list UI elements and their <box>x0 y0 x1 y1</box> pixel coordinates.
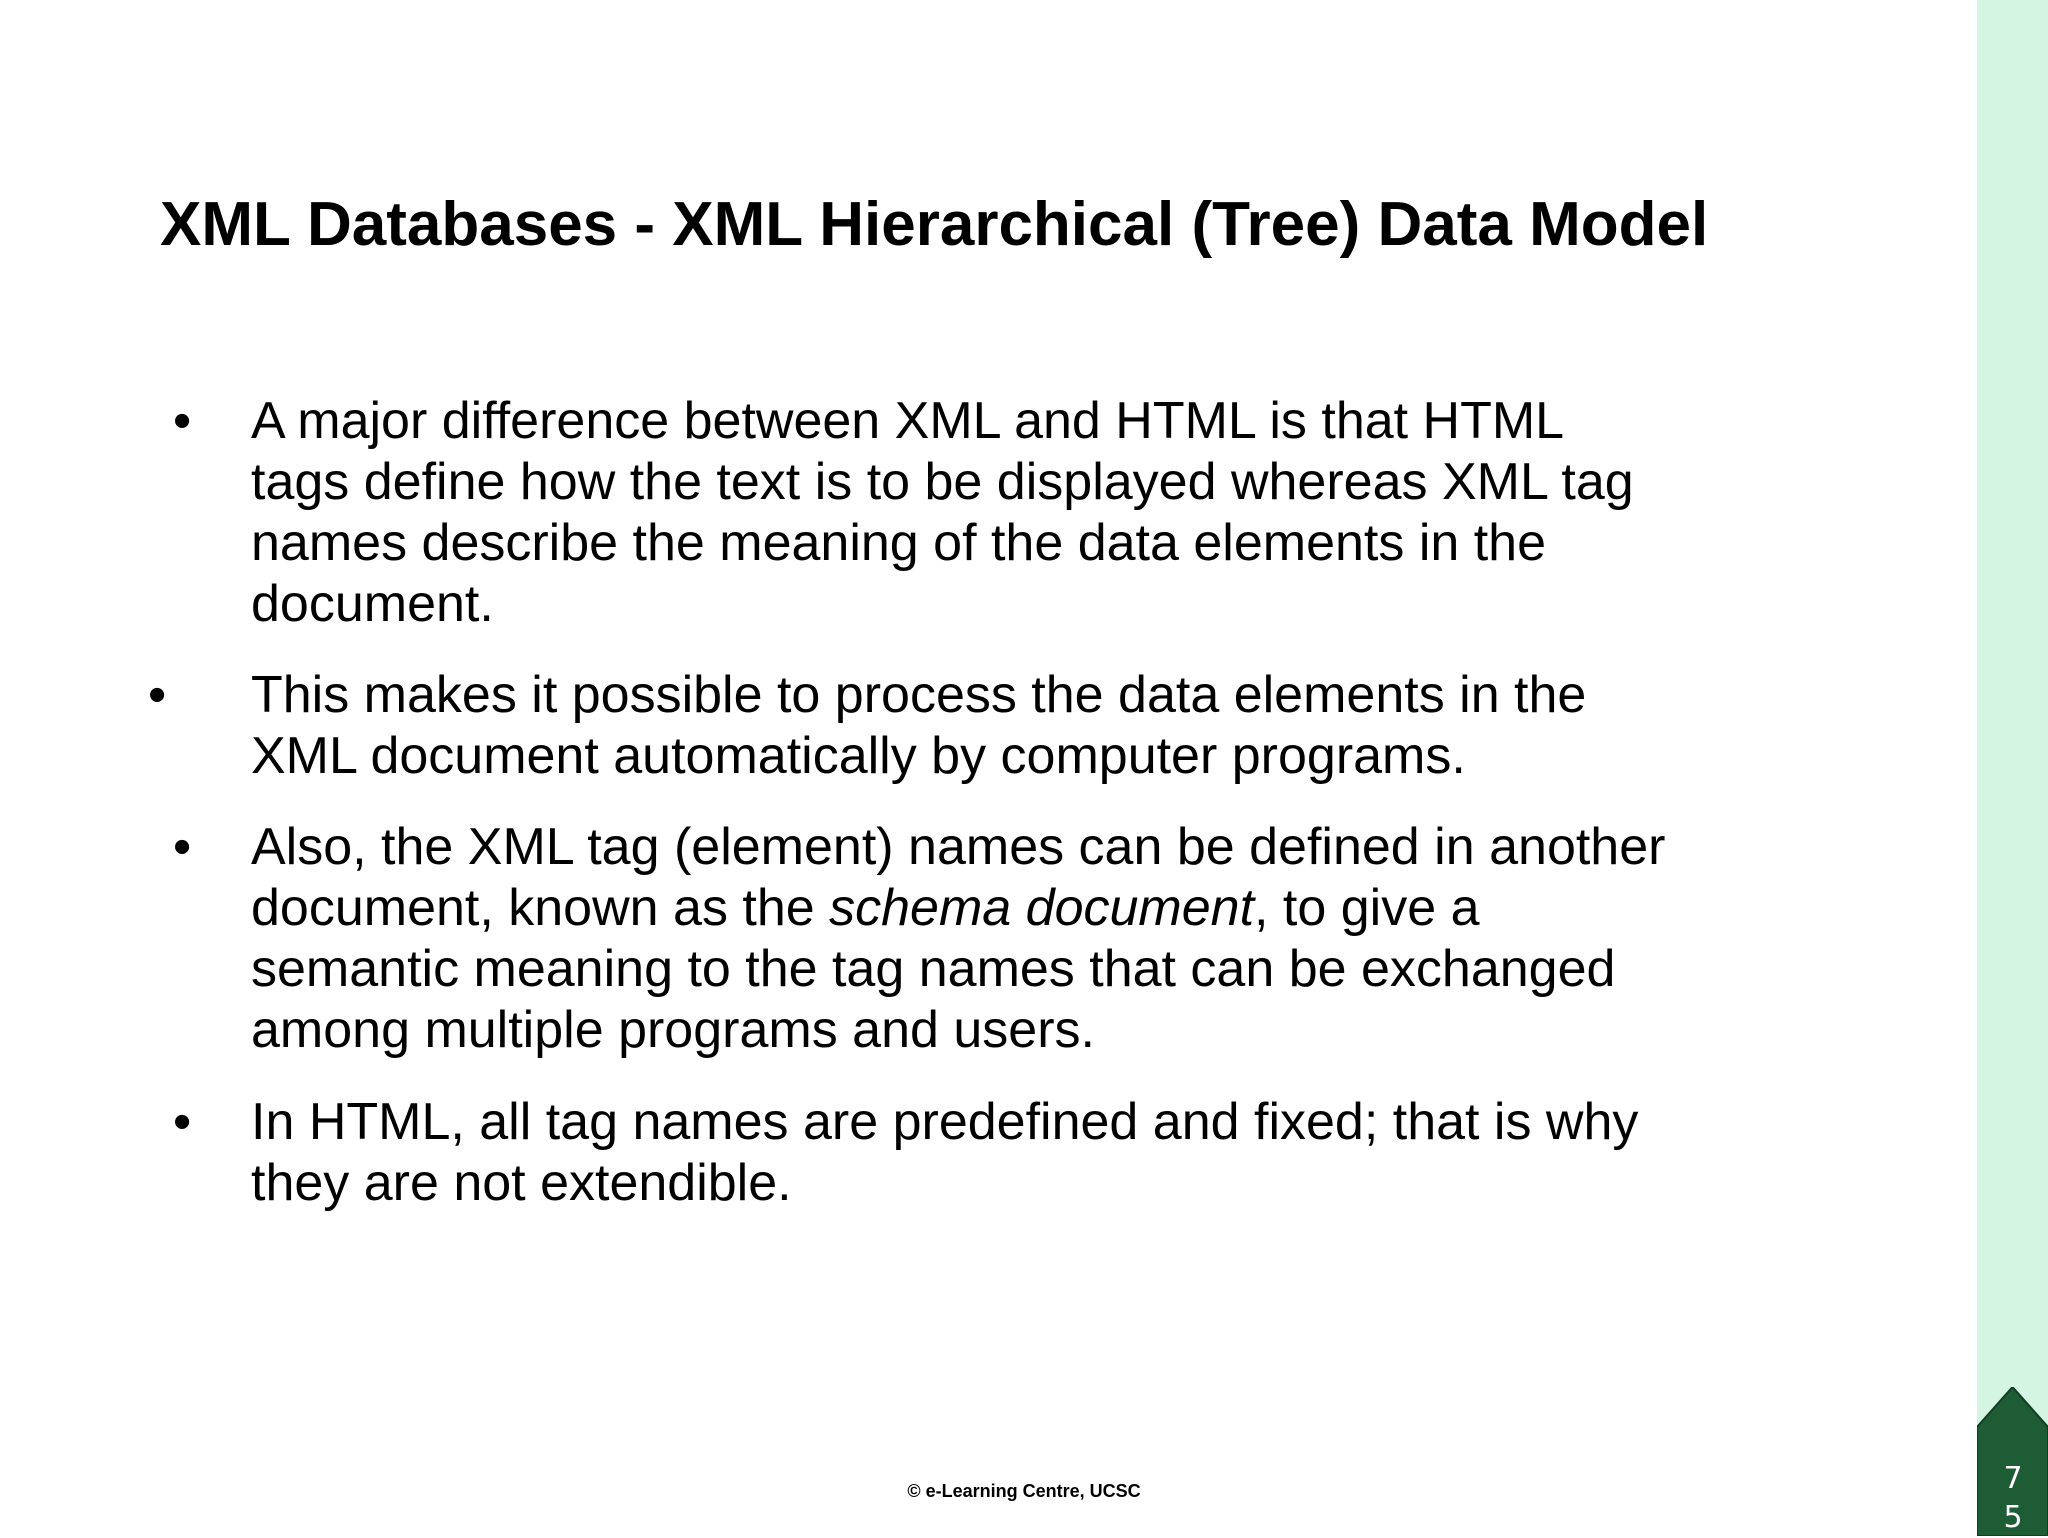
text-run: , to give a <box>1254 879 1480 937</box>
bullet-text <box>251 391 1871 635</box>
page-number <box>1977 1407 2048 1533</box>
bullet-text <box>251 1092 1871 1214</box>
bullet-line: they are not extendible. <box>251 1154 792 1212</box>
bullet-line-mixed <box>251 878 1871 939</box>
bullet-marker: • <box>148 666 167 724</box>
bullet-line: names describe the meaning of the data elements in the <box>251 514 1547 572</box>
bullet-line: semantic meaning to the tag names that can be exchanged <box>251 940 1616 998</box>
bullet-line: This makes it possible to process the data elements in the <box>251 666 1587 724</box>
bullet-line: tags define how the text is to be displayed whereas XML tag <box>251 453 1634 511</box>
slide-title: XML Databases - XML Hierarchical (Tree) Data Model <box>160 190 1709 259</box>
emphasis-text: schema document <box>829 879 1255 937</box>
page-number-badge <box>1977 1387 2048 1536</box>
bullet-text <box>251 665 1871 787</box>
bullet-marker: • <box>173 818 192 876</box>
bullet-line: XML document automatically by computer programs. <box>251 727 1466 785</box>
bullet-line: In HTML, all tag names are predefined and fixed; that is why <box>251 1093 1639 1151</box>
page-number-digit: 7 <box>2003 1461 2023 1496</box>
bullet-marker: • <box>173 392 192 450</box>
page-number-digit: 5 <box>2003 1500 2023 1535</box>
copyright-footer: © e-Learning Centre, UCSC <box>907 1481 1141 1501</box>
bullet-line: among multiple programs and users. <box>251 1001 1095 1059</box>
bullet-marker: • <box>173 1093 192 1151</box>
bullet-text <box>251 817 1871 1061</box>
bullet-line: A major difference between XML and HTML is that HTML <box>251 392 1565 450</box>
text-run: document, known as the <box>251 879 830 937</box>
bullet-line: document. <box>251 575 494 633</box>
bullet-line: Also, the XML tag (element) names can be defined in another <box>251 818 1666 876</box>
